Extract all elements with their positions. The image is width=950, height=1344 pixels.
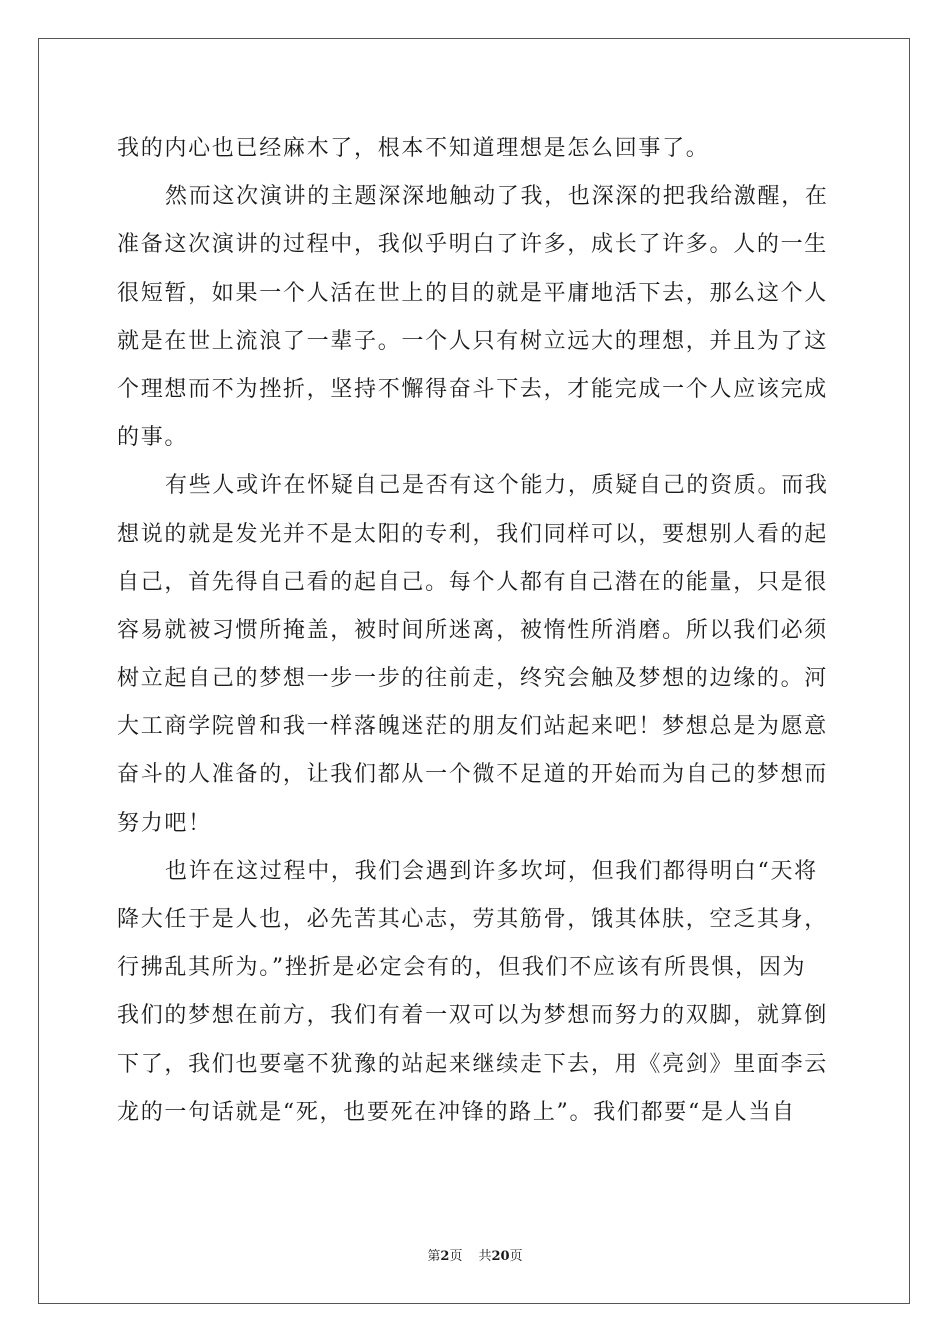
- document-body: [117, 125, 833, 1137]
- page-prefix: 第: [427, 1249, 441, 1264]
- text-line: 下了，我们也要毫不犹豫的站起来继续走下去，用《亮剑》里面李云: [117, 1051, 829, 1077]
- text-line: 自己，首先得自己看的起自己。每个人都有自己潜在的能量，只是很: [117, 569, 829, 595]
- text-line: 很短暂，如果一个人活在世上的目的就是平庸地活下去，那么这个人: [117, 280, 829, 306]
- page-footer: [0, 1245, 950, 1264]
- text-line: 行拂乱其所为。”挫折是必定会有的，但我们不应该有所畏惧，因为: [117, 955, 807, 981]
- total-pages: 20: [491, 1249, 510, 1264]
- text-line: 的事。: [117, 425, 189, 451]
- text-line: 准备这次演讲的过程中，我似乎明白了许多，成长了许多。人的一生: [117, 232, 829, 258]
- text-line: 降大任于是人也，必先苦其心志，劳其筋骨，饿其体肤，空乏其身，: [117, 907, 829, 932]
- text-line: 大工商学院曾和我一样落魄迷茫的朋友们站起来吧！梦想总是为愿意: [117, 714, 829, 740]
- total-suffix: 页: [509, 1249, 523, 1264]
- text-line: 想说的就是发光并不是太阳的专利，我们同样可以，要想别人看的起: [117, 521, 829, 547]
- page-number: 2: [440, 1249, 450, 1264]
- text-line: 然而这次演讲的主题深深地触动了我，也深深的把我给激醒，在: [165, 184, 829, 210]
- text-line: 容易就被习惯所掩盖，被时间所迷离，被惰性所消磨。所以我们必须: [117, 617, 829, 643]
- text-line: 我的内心也已经麻木了，根本不知道理想是怎么回事了。: [117, 136, 710, 161]
- text-line: 奋斗的人准备的，让我们都从一个微不足道的开始而为自己的梦想而: [117, 762, 829, 788]
- text-line: 个理想而不为挫折，坚持不懈得奋斗下去，才能完成一个人应该完成: [117, 376, 829, 402]
- text-line: 树立起自己的梦想一步一步的往前走，终究会触及梦想的边缘的。河: [117, 666, 829, 692]
- text-line: 就是在世上流浪了一辈子。一个人只有树立远大的理想，并且为了这: [117, 328, 829, 354]
- text-line: 也许在这过程中，我们会遇到许多坎坷，但我们都得明白“天将: [165, 858, 818, 884]
- total-prefix: 共: [478, 1249, 492, 1264]
- text-line: 龙的一句话就是“死，也要死在冲锋的路上”。我们都要“是人当自: [117, 1099, 796, 1125]
- page-suffix: 页: [449, 1249, 463, 1264]
- text-line: 我们的梦想在前方，我们有着一双可以为梦想而努力的双脚，就算倒: [117, 1003, 829, 1029]
- text-line: 努力吧！: [117, 810, 212, 836]
- text-line: 有些人或许在怀疑自己是否有这个能力，质疑自己的资质。而我: [165, 473, 829, 499]
